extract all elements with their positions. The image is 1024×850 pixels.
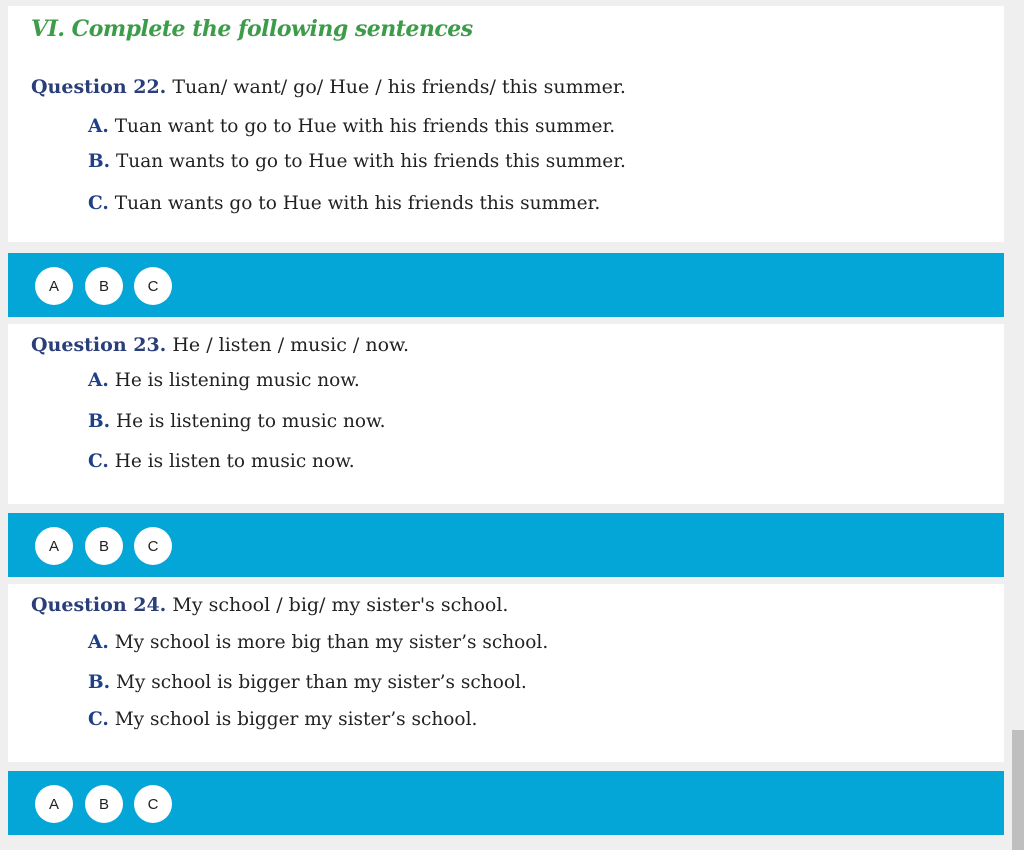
answer-a-button[interactable]: A [35,267,73,305]
question-24-option-c [88,709,477,730]
question-24-option-a [88,632,548,653]
question-22-option-a [88,116,615,137]
option-text: My school is bigger my sister’s school. [114,709,478,730]
option-letter: A. [88,370,109,391]
option-letter: C. [88,709,109,730]
answer-bar-22 [8,253,1004,317]
answer-bar-24 [8,771,1004,835]
option-letter: C. [88,193,109,214]
option-letter: A. [88,116,109,137]
question-22-option-b [88,151,626,172]
answer-b-button[interactable]: B [85,267,123,305]
answer-bar-23 [8,513,1004,577]
answer-c-button[interactable]: C [134,785,172,823]
question-22-option-c [88,193,600,214]
option-letter: B. [88,151,111,172]
answer-c-button[interactable]: C [134,527,172,565]
answer-b-button[interactable]: B [85,527,123,565]
question-23-prompt: He / listen / music / now. [172,334,410,356]
option-letter: C. [88,451,109,472]
question-23 [31,334,409,356]
question-22 [31,76,626,98]
answer-a-button[interactable]: A [35,785,73,823]
scrollbar-thumb[interactable] [1012,730,1024,850]
question-24-option-b [88,672,527,693]
option-text: He is listening to music now. [115,411,386,432]
answer-b-button[interactable]: B [85,785,123,823]
question-23-option-c [88,451,355,472]
answer-a-button[interactable]: A [35,527,73,565]
question-24-label: Question 24. [31,594,167,616]
question-22-label: Question 22. [31,76,167,98]
option-text: He is listening music now. [114,370,360,391]
option-text: Tuan wants go to Hue with his friends this summer. [114,193,601,214]
question-23-option-a [88,370,360,391]
section-title: VI. Complete the following sentences [31,16,473,42]
question-24 [31,594,508,616]
question-22-prompt: Tuan/ want/ go/ Hue / his friends/ this summer. [172,76,626,98]
question-24-prompt: My school / big/ my sister's school. [172,594,509,616]
option-text: Tuan want to go to Hue with his friends this summer. [114,116,616,137]
option-letter: A. [88,632,109,653]
question-card-22 [8,6,1004,242]
question-23-label: Question 23. [31,334,167,356]
answer-c-button[interactable]: C [134,267,172,305]
option-text: My school is bigger than my sister’s school. [115,672,527,693]
option-letter: B. [88,672,111,693]
option-text: My school is more big than my sister’s school. [114,632,549,653]
option-text: Tuan wants to go to Hue with his friends this summer. [115,151,626,172]
question-card-23 [8,324,1004,504]
question-card-24 [8,584,1004,762]
option-text: He is listen to music now. [114,451,355,472]
question-23-option-b [88,411,386,432]
option-letter: B. [88,411,111,432]
